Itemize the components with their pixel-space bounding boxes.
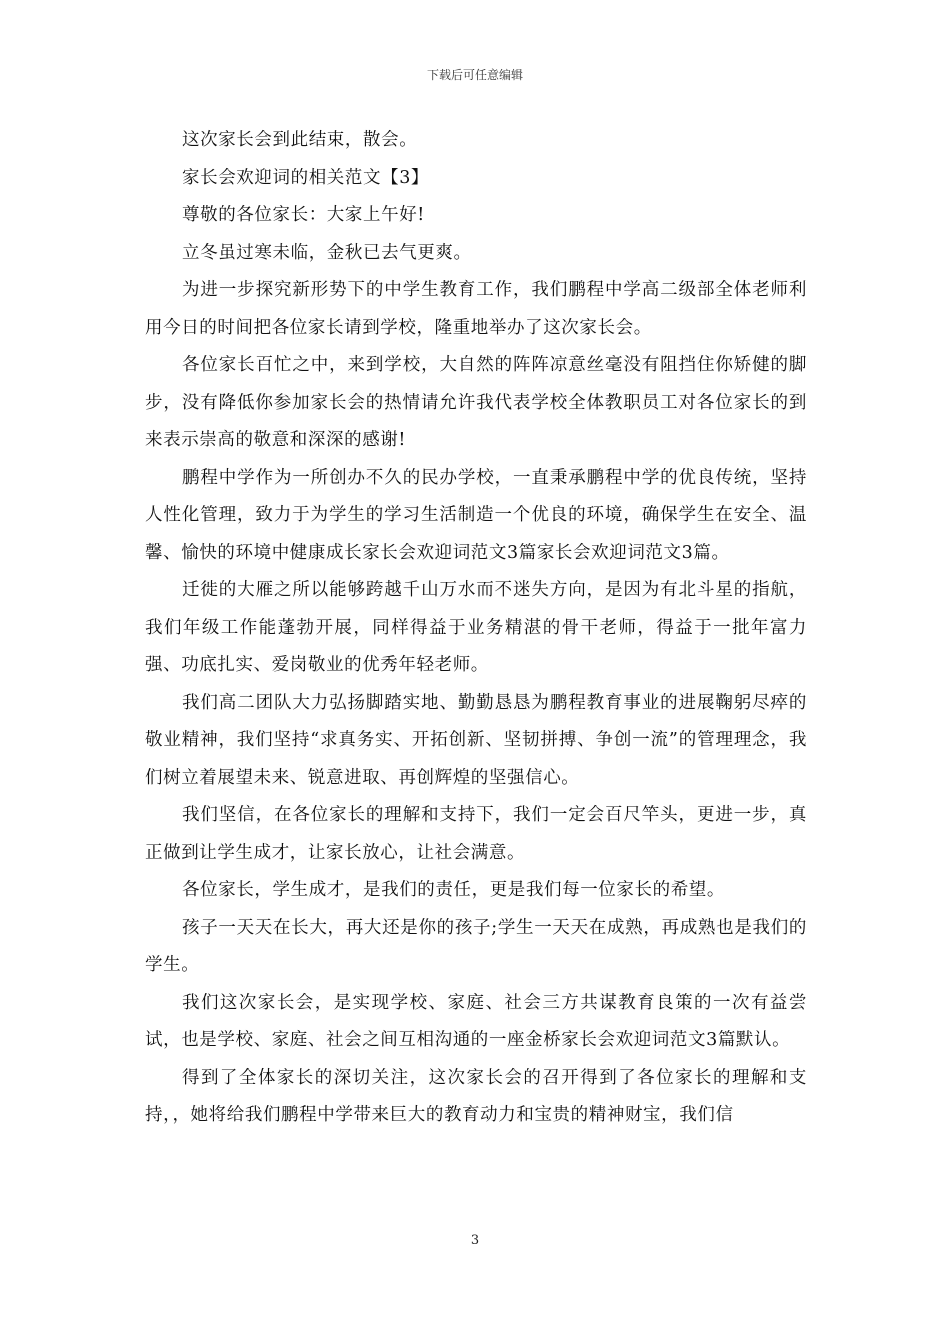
paragraph: 迁徙的大雁之所以能够跨越千山万水而不迷失方向，是因为有北斗星的指航，我们年级工作能蓬勃开展，同样得益于业务精湛的骨干老师，得益于一批年富力强、功底扎实、爱岗敬业的优秀年轻老师。 — [145, 580, 807, 675]
page-number: 3 — [470, 1233, 480, 1248]
paragraph: 鹏程中学作为一所创办不久的民办学校，一直秉承鹏程中学的优良传统，坚持人性化管理，致力于为学生的学习生活制造一个优良的环境，确保学生在安全、温馨、愉快的环境中健康成长家长会欢迎词范文3篇家长会欢迎词范文3篇。 — [145, 467, 807, 563]
paragraph: 得到了全体家长的深切关注，这次家长会的召开得到了各位家长的理解和支持，，她将给我们鹏程中学带来巨大的教育动力和宝贵的精神财宝，我们信 — [145, 1067, 807, 1125]
paragraph: 我们坚信，在各位家长的理解和支持下，我们一定会百尺竿头，更进一步，真正做到让学生成才，让家长放心，让社会满意。 — [145, 805, 807, 863]
paragraph: 尊敬的各位家长：大家上午好! — [182, 205, 425, 225]
paragraph: 我们高二团队大力弘扬脚踏实地、勤勤恳恳为鹏程教育事业的进展鞠躬尽瘁的敬业精神，我们坚持“求真务实、开拓创新、坚韧拼搏、争创一流”的管理理念，我们树立着展望未来、锐意进取、再创辉煌的坚强信心。 — [145, 692, 807, 788]
paragraph: 各位家长百忙之中，来到学校，大自然的阵阵凉意丝毫没有阻挡住你矫健的脚步，没有降低你参加家长会的热情请允许我代表学校全体教职员工对各位家长的到来表示崇高的敬意和深深的感谢! — [145, 355, 807, 450]
paragraph: 这次家长会到此结束，散会。 — [182, 130, 418, 150]
paragraph: 孩子一天天在长大，再大还是你的孩子;学生一天天在成熟，再成熟也是我们的学生。 — [145, 917, 807, 975]
paragraph: 我们这次家长会，是实现学校、家庭、社会三方共谋教育良策的一次有益尝试，也是学校、家庭、社会之间互相沟通的一座金桥家长会欢迎词范文3篇默认。 — [145, 992, 807, 1050]
page-header: 下载后可任意编辑 — [426, 68, 523, 82]
paragraph: 立冬虽过寒未临，金秋已去气更爽。 — [182, 242, 472, 263]
paragraph: 各位家长，学生成才，是我们的责任，更是我们每一位家长的希望。 — [182, 880, 725, 900]
document-body — [145, 122, 807, 1135]
paragraph: 家长会欢迎词的相关范文【3】 — [182, 167, 430, 188]
paragraph: 为进一步探究新形势下的中学生教育工作，我们鹏程中学高二级部全体老师利用今日的时间把各位家长请到学校，隆重地举办了这次家长会。 — [145, 280, 807, 338]
